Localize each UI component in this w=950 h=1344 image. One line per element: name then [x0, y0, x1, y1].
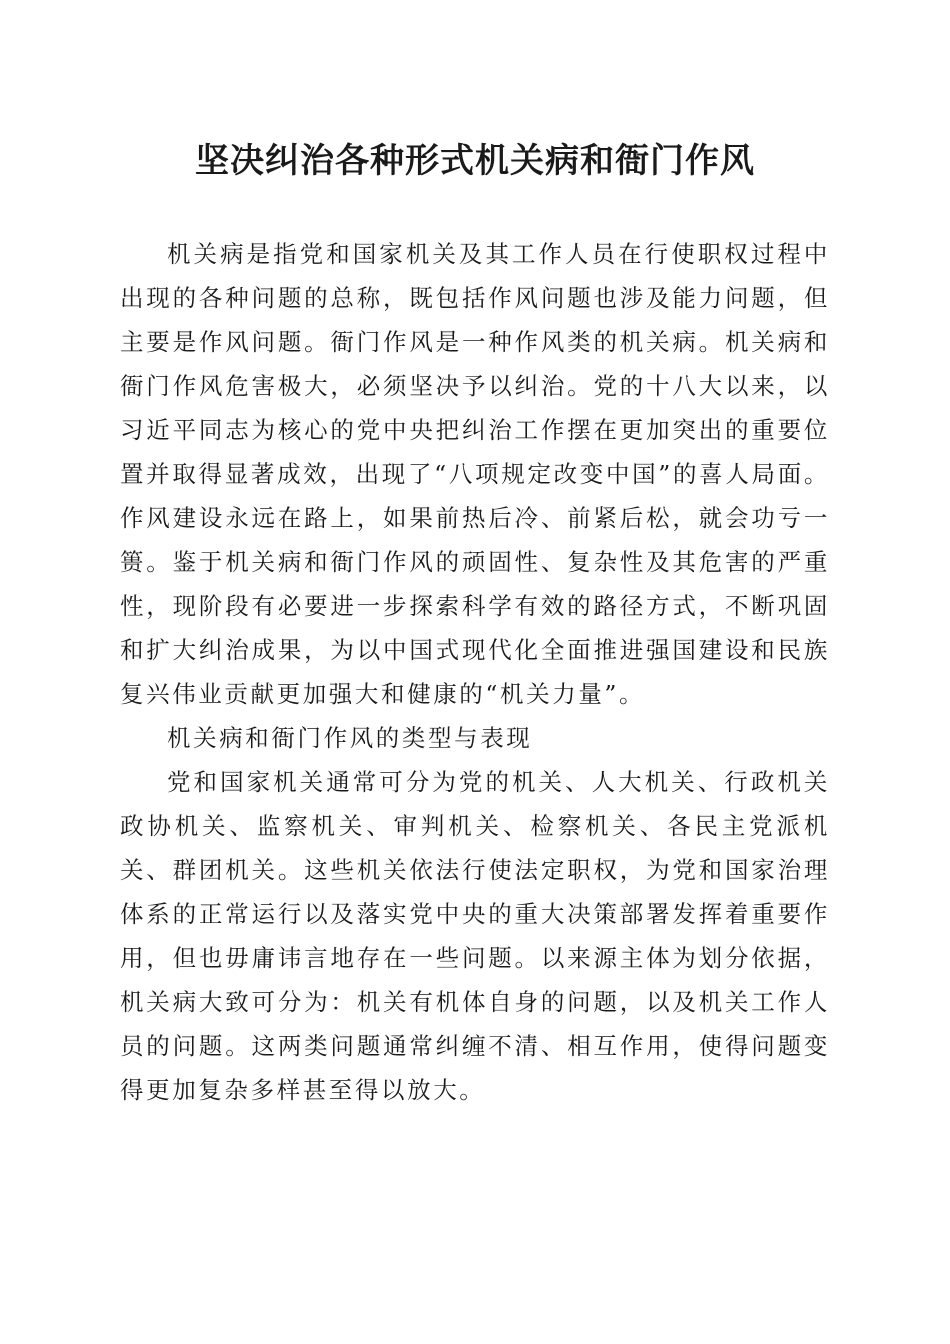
document-body	[120, 232, 830, 1112]
paragraph-intro: 机关病是指党和国家机关及其工作人员在行使职权过程中出现的各种问题的总称，既包括作风问题也涉及能力问题，但主要是作风问题。衙门作风是一种作风类的机关病。机关病和衙门作风危害极大，必须坚决予以纠治。党的十八大以来，以习近平同志为核心的党中央把纠治工作摆在更加突出的重要位置并取得显著成效，出现了“八项规定改变中国”的喜人局面。作风建设永远在路上，如果前热后冷、前紧后松，就会功亏一篑。鉴于机关病和衙门作风的顽固性、复杂性及其危害的严重性，现阶段有必要进一步探索科学有效的路径方式，不断巩固和扩大纠治成果，为以中国式现代化全面推进强国建设和民族复兴伟业贡献更加强大和健康的“机关力量”。	[120, 240, 830, 708]
document-title: 坚决纠治各种形式机关病和衙门作风	[195, 141, 755, 181]
section-heading: 机关病和衙门作风的类型与表现	[167, 724, 533, 752]
paragraph-types: 党和国家机关通常可分为党的机关、人大机关、行政机关政协机关、监察机关、审判机关、检察机关、各民主党派机关、群团机关。这些机关依法行使法定职权，为党和国家治理体系的正常运行以及落实党中央的重大决策部署发挥着重要作用，但也毋庸讳言地存在一些问题。以来源主体为划分依据，机关病大致可分为：机关有机体自身的问题，以及机关工作人员的问题。这两类问题通常纠缠不清、相互作用，使得问题变得更加复杂多样甚至得以放大。	[120, 768, 830, 1104]
